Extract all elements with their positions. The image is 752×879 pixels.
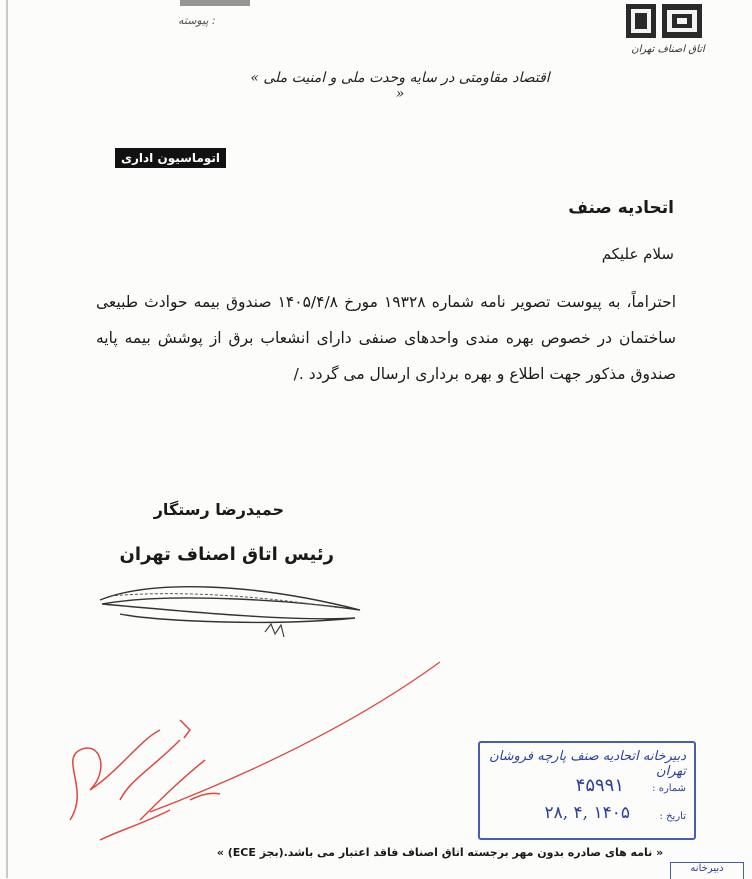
- scan-edge: [6, 0, 8, 878]
- signer-title: رئیس اتاق اصناف تهران: [119, 544, 334, 565]
- receipt-number: ۴۵۹۹۱: [575, 775, 624, 796]
- signer-name: حمیدرضا رستگار: [153, 500, 284, 519]
- receipt-title: دبیرخانه اتحادیه صنف پارچه فروشان تهران: [489, 749, 686, 779]
- handwritten-signature: [90, 570, 370, 660]
- receipt-number-label: شماره :: [652, 783, 686, 794]
- logo-caption: اتاق اصناف تهران: [631, 44, 705, 55]
- receipt-date-label: تاریخ :: [659, 811, 686, 822]
- attachment-label: پیوسته :: [178, 14, 216, 27]
- header-strip: [180, 0, 250, 6]
- letter-body: احتراماً، به پیوست تصویر نامه شماره ۱۹۳۲۸ مورخ ۱۴۰۵/۴/۸ صندوق بیمه حوادث طبیعی ساختمان در خصوص بهره مندی واحدهای صنفی دارای انشعاب برق از پوشش بیمه پایه صندوق مذکور جهت اطلاع و بهره برداری ارسال می گردد ./: [96, 293, 676, 383]
- automation-stamp: اتوماسیون اداری: [115, 148, 226, 168]
- greeting: سلام علیکم: [601, 245, 674, 263]
- recipient: اتحادیه صنف: [568, 198, 674, 218]
- handwritten-annotation: [30, 700, 230, 850]
- footer-note: « نامه های صادره بدون مهر برجسته اتاق اصناف فاقد اعتبار می باشد.(بجز ECE) »: [216, 846, 664, 859]
- receipt-date: ۱۴۰۵ ,۴ ,۲۸: [544, 803, 630, 823]
- corner-stamp: دبیرخانه: [670, 862, 744, 879]
- receipt-stamp: [478, 741, 696, 840]
- motto-text: « اقتصاد مقاومتی در سایه وحدت ملی و امنیت ملی »: [250, 70, 550, 102]
